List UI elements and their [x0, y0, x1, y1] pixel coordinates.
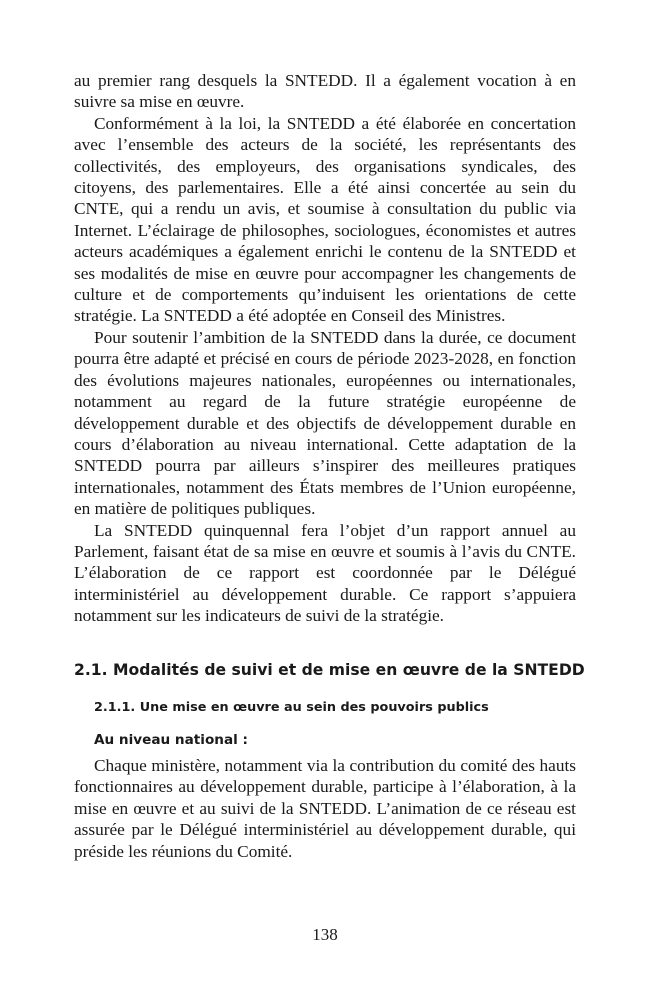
paragraph-continuation: au premier rang desquels la SNTEDD. Il a également vocation à en suivre sa mise en œuvre. [74, 71, 576, 112]
page-number: 138 [312, 925, 338, 944]
level-heading: Au niveau national : [94, 732, 248, 748]
subsection-heading: 2.1.1. Une mise en œuvre au sein des pouvoirs publics [94, 700, 489, 715]
paragraph-ambition: Pour soutenir l’ambition de la SNTEDD dans la durée, ce document pourra être adapté et précisé en cours de période 2023-2028, en fonction des évolutions majeures nationales, européennes ou internationales, notamment au regard de la future stratégie européenne de développement durable et des objectifs de développement durable en cours d’élaboration au niveau international. Cette adaptation de la SNTEDD pourra par ailleurs s’inspirer des meilleures pratiques internationales, notamment des États membres de l’Union européenne, en matière de politiques publiques. [74, 327, 576, 519]
paragraph-rapport-annuel: La SNTEDD quinquennal fera l’objet d’un rapport annuel au Parlement, faisant état de sa mise en œuvre et soumis à l’avis du CNTE. L’élaboration de ce rapport est coordonnée par le Délégué interministériel au développement durable. Ce rapport s’appuiera notamment sur les indicateurs de suivi de la stratégie. [74, 520, 576, 626]
section-heading: 2.1. Modalités de suivi et de mise en œuvre de la SNTEDD [74, 661, 585, 679]
body-text-block [74, 70, 576, 627]
paragraph-concertation: Conformément à la loi, la SNTEDD a été élaborée en concertation avec l’ensemble des acteurs de la société, les représentants des collectivités, des employeurs, des organisations syndicales, des citoyens, des parlementaires. Elle a été ainsi concertée au sein du CNTE, qui a rendu un avis, et soumise à consultation du public via Internet. L’éclairage de philosophes, sociologues, économistes et autres acteurs académiques a également enrichi le contenu de la SNTEDD et ses modalités de mise en œuvre pour accompagner les changements de culture et de comportements qu’induisent les orientations de cette stratégie. La SNTEDD a été adoptée en Conseil des Ministres. [74, 113, 576, 326]
body-text-block-national [74, 755, 576, 862]
paragraph-niveau-national: Chaque ministère, notamment via la contribution du comité des hauts fonctionnaires au développement durable, participe à l’élaboration, à la mise en œuvre et au suivi de la SNTEDD. L’animation de ce réseau est assurée par le Délégué interministériel au développement durable, qui préside les réunions du Comité. [74, 756, 576, 861]
